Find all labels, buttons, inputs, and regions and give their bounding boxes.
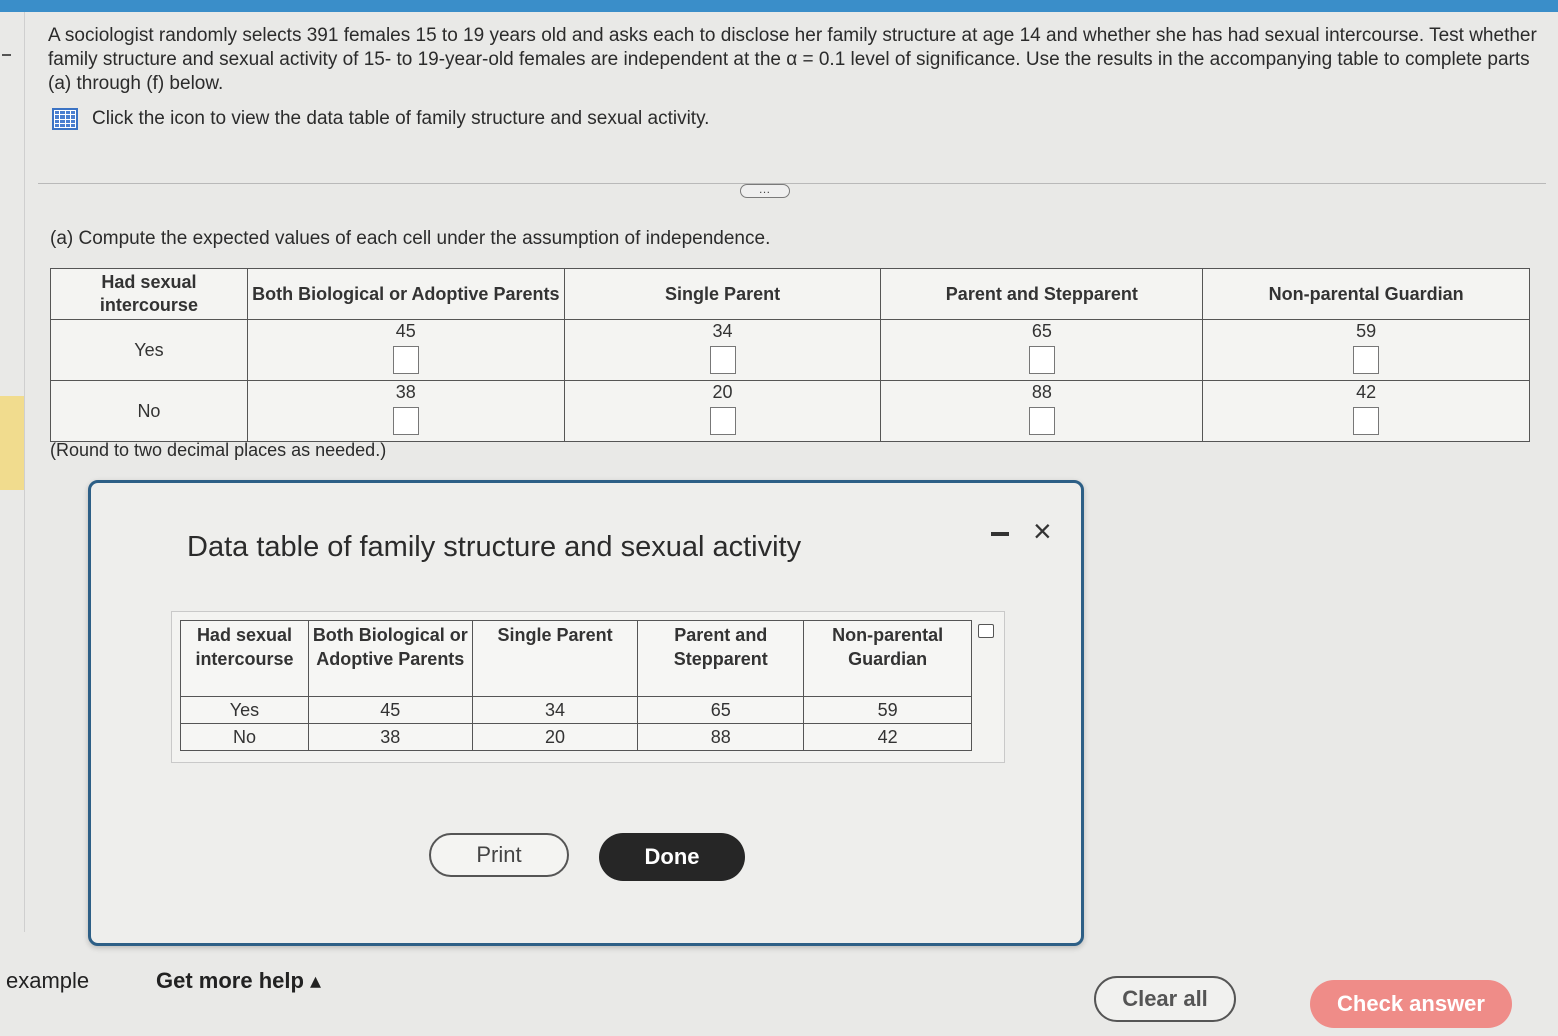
header-cell: Had sexual intercourse xyxy=(181,621,309,697)
clear-all-button[interactable]: Clear all xyxy=(1094,976,1236,1022)
observed-value: 20 xyxy=(712,382,733,402)
table-cell: 65 xyxy=(638,697,804,724)
section-divider xyxy=(38,183,1546,184)
data-table-dialog xyxy=(88,480,1084,946)
observed-value: 59 xyxy=(1356,321,1377,341)
expected-value-input[interactable] xyxy=(1029,346,1055,374)
data-table-hint[interactable] xyxy=(52,106,709,132)
hint-text: Click the icon to view the data table of family structure and sexual activity. xyxy=(92,108,710,129)
observed-value: 65 xyxy=(1031,321,1052,341)
header-cell: Parent and Stepparent xyxy=(638,621,804,697)
table-cell xyxy=(881,320,1203,381)
expected-value-input[interactable] xyxy=(710,407,736,435)
left-rule xyxy=(24,12,25,932)
question-text: A sociologist randomly selects 391 females 15 to 19 years old and asks each to disclose her family structure at age 14 and whether she has had sexual intercourse. Test whether family structure and sexual activity of 15- to 19-year-old females are independent at the α = 0.1 level of significance. Use the results in the accompanying table to complete parts (a) through (f) below. xyxy=(48,25,1537,94)
expected-values-table xyxy=(50,268,1530,442)
header-cell: Both Biological or Adoptive Parents xyxy=(308,621,472,697)
header-cell: Parent and Stepparent xyxy=(881,269,1203,320)
dialog-title: Data table of family structure and sexual activity xyxy=(187,531,802,563)
table-row xyxy=(181,697,972,724)
done-button[interactable]: Done xyxy=(599,833,745,881)
observed-value: 45 xyxy=(395,321,416,341)
table-cell xyxy=(1203,381,1530,442)
row-label: Yes xyxy=(181,697,309,724)
check-answer-button[interactable]: Check answer xyxy=(1310,980,1512,1028)
header-cell: Both Biological or Adoptive Parents xyxy=(247,269,564,320)
table-cell: 45 xyxy=(308,697,472,724)
table-row xyxy=(181,724,972,751)
table-cell: 88 xyxy=(638,724,804,751)
get-more-help-link[interactable]: Get more help ▴ xyxy=(156,968,322,993)
observed-value: 38 xyxy=(395,382,416,402)
dash-marker xyxy=(2,54,11,56)
table-cell xyxy=(881,381,1203,442)
row-label: Yes xyxy=(51,320,248,381)
table-header-row xyxy=(51,269,1530,320)
table-cell: 59 xyxy=(804,697,972,724)
expected-value-input[interactable] xyxy=(1353,346,1379,374)
header-cell: Single Parent xyxy=(564,269,881,320)
data-table-panel xyxy=(171,611,1005,763)
observed-value: 88 xyxy=(1031,382,1052,402)
table-cell: 42 xyxy=(804,724,972,751)
expected-value-input[interactable] xyxy=(393,346,419,374)
expand-more-button[interactable]: … xyxy=(740,184,790,198)
observed-value: 34 xyxy=(712,321,733,341)
table-row xyxy=(51,381,1530,442)
table-cell: 38 xyxy=(308,724,472,751)
header-cell: Non-parental Guardian xyxy=(804,621,972,697)
rounding-note: (Round to two decimal places as needed.) xyxy=(50,440,387,460)
table-cell: 34 xyxy=(472,697,638,724)
expected-value-input[interactable] xyxy=(710,346,736,374)
table-cell: 20 xyxy=(472,724,638,751)
table-cell xyxy=(247,381,564,442)
part-a-prompt: (a) Compute the expected values of each cell under the assumption of independence. xyxy=(50,228,771,249)
top-bar xyxy=(0,0,1558,12)
table-cell xyxy=(1203,320,1530,381)
copy-icon[interactable] xyxy=(978,624,994,638)
table-cell xyxy=(564,381,881,442)
table-row xyxy=(51,320,1530,381)
row-label: No xyxy=(51,381,248,442)
table-grid-icon[interactable] xyxy=(52,108,78,130)
question-marker xyxy=(0,396,24,490)
close-icon[interactable]: × xyxy=(1033,513,1052,549)
observed-value: 42 xyxy=(1356,382,1377,402)
data-header-row xyxy=(181,621,972,697)
header-cell: Single Parent xyxy=(472,621,638,697)
data-table xyxy=(180,620,972,751)
table-cell xyxy=(564,320,881,381)
expected-value-input[interactable] xyxy=(1353,407,1379,435)
expected-value-input[interactable] xyxy=(393,407,419,435)
view-example-link[interactable]: example xyxy=(6,968,90,993)
expected-value-input[interactable] xyxy=(1029,407,1055,435)
print-button[interactable]: Print xyxy=(429,833,569,877)
table-cell xyxy=(247,320,564,381)
header-cell: Non-parental Guardian xyxy=(1203,269,1530,320)
header-cell: Had sexual intercourse xyxy=(51,269,248,320)
minimize-icon[interactable] xyxy=(989,523,1011,543)
row-label: No xyxy=(181,724,309,751)
